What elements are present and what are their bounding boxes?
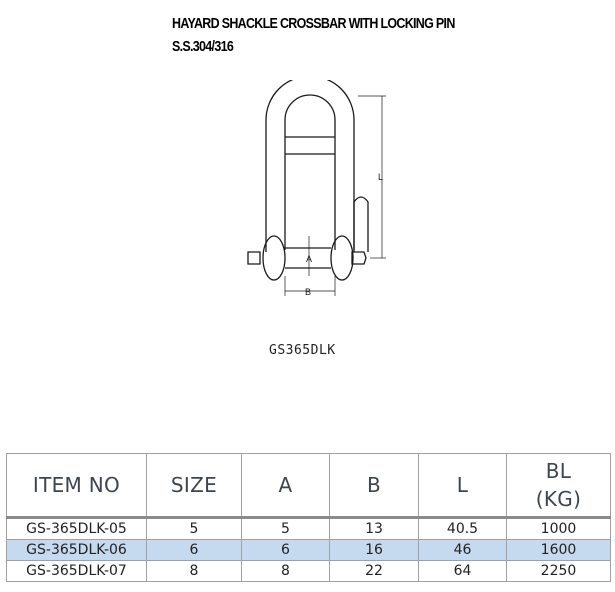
header-size: SIZE <box>147 454 242 518</box>
cell-bl: 1600 <box>507 540 611 561</box>
cell-l: 40.5 <box>419 518 507 540</box>
cell-size: 6 <box>147 540 242 561</box>
header-item-no: ITEM NO <box>7 454 147 518</box>
cell-bl: 1000 <box>507 518 611 540</box>
shackle-drawing <box>230 80 400 305</box>
cell-a: 6 <box>242 540 330 561</box>
table-header-row <box>7 454 611 518</box>
pin-end-right <box>352 252 366 264</box>
table-row <box>7 540 611 561</box>
header-bl-line1: BL <box>545 459 572 483</box>
page-title: HAYARD SHACKLE CROSSBAR WITH LOCKING PIN <box>172 16 455 32</box>
header-a: A <box>242 454 330 518</box>
cell-item-no: GS-365DLK-07 <box>7 561 147 582</box>
spec-table <box>6 453 611 582</box>
table-row <box>7 561 611 582</box>
pin-end-left <box>248 252 260 264</box>
dim-b-label: B <box>305 287 312 297</box>
header-bl <box>507 454 611 518</box>
header-bl-line2: (KG) <box>535 487 582 511</box>
material-subtitle: S.S.304/316 <box>172 39 234 55</box>
cell-size: 8 <box>147 561 242 582</box>
locking-lever <box>354 197 368 252</box>
cell-size: 5 <box>147 518 242 540</box>
cell-b: 16 <box>330 540 419 561</box>
shackle-inner-outline <box>285 95 335 250</box>
table-row <box>7 518 611 540</box>
shackle-outer-outline <box>266 80 354 252</box>
dim-a-label: A <box>306 254 313 264</box>
dim-l-label: L <box>378 172 384 182</box>
cell-l: 46 <box>419 540 507 561</box>
cell-a: 5 <box>242 518 330 540</box>
header-l: L <box>419 454 507 518</box>
model-label: GS365DLK <box>269 343 336 358</box>
cell-item-no: GS-365DLK-05 <box>7 518 147 540</box>
header-b: B <box>330 454 419 518</box>
cell-item-no: GS-365DLK-06 <box>7 540 147 561</box>
cell-b: 13 <box>330 518 419 540</box>
pin-knob-left <box>263 236 285 280</box>
cell-b: 22 <box>330 561 419 582</box>
pin-knob-right <box>331 236 353 280</box>
cell-a: 8 <box>242 561 330 582</box>
cell-bl: 2250 <box>507 561 611 582</box>
cell-l: 64 <box>419 561 507 582</box>
